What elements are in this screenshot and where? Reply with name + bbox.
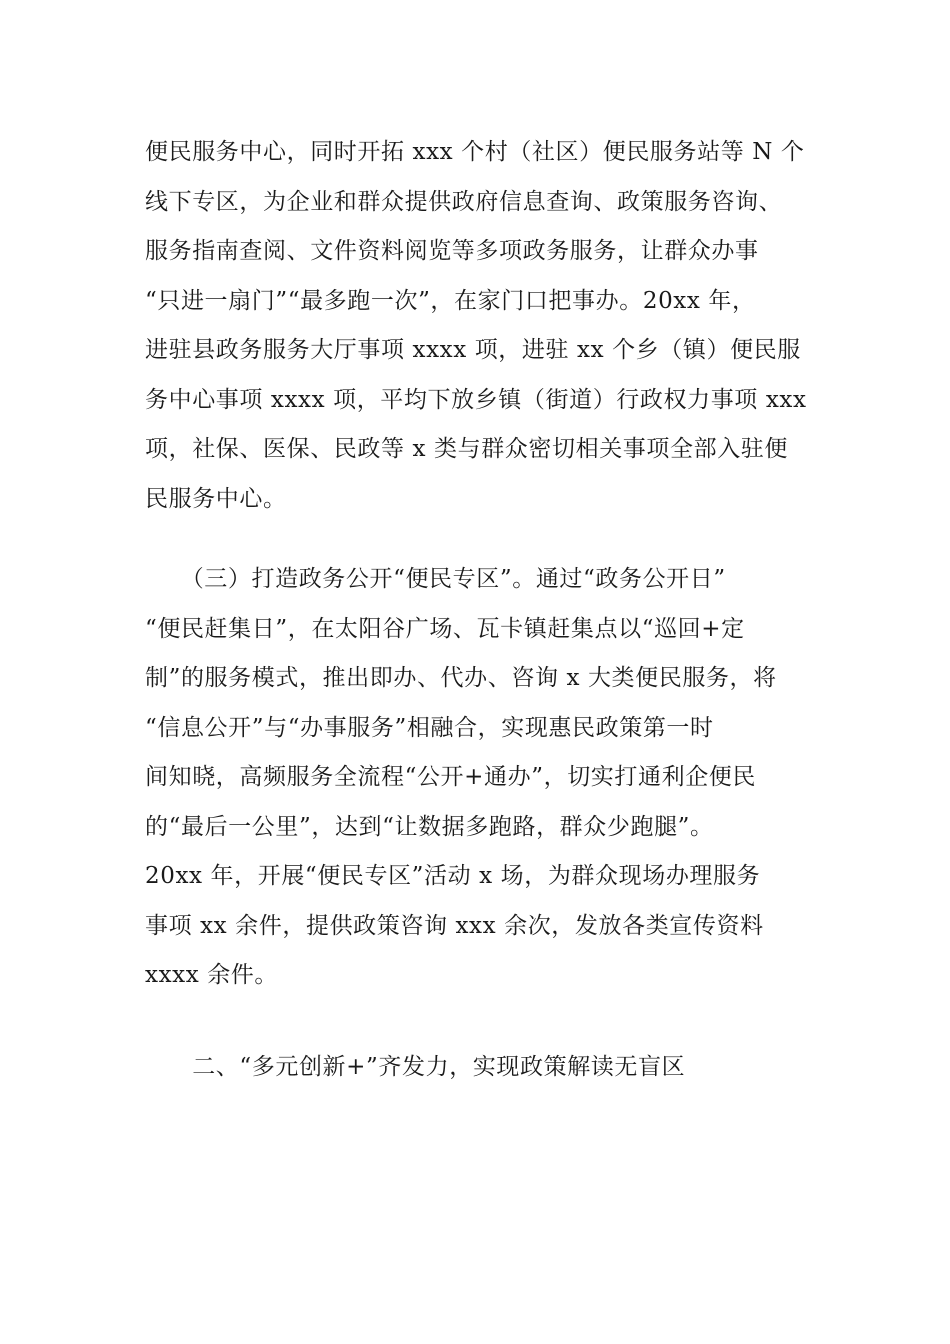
paragraph-line: 事项 xx 余件，提供政策咨询 xxx 余次，发放各类宣传资料 bbox=[145, 912, 764, 939]
paragraph-line: “只进一扇门”“最多跑一次”，在家门口把事办。20xx 年， bbox=[145, 287, 756, 314]
paragraph-line: 20xx 年，开展“便民专区”活动 x 场，为群众现场办理服务 bbox=[145, 863, 761, 889]
paragraph-service-centers bbox=[145, 128, 810, 524]
paragraph-line: 项，社保、医保、民政等 x 类与群众密切相关事项全部入驻便 bbox=[145, 436, 788, 462]
paragraph-line: xxxx 余件。 bbox=[145, 962, 278, 988]
paragraph-line: 线下专区，为企业和群众提供政府信息查询、政策服务咨询、 bbox=[145, 188, 783, 215]
paragraph-line: 进驻县政务服务大厅事项 xxxx 项，进驻 xx 个乡（镇）便民服 bbox=[145, 337, 801, 363]
paragraph-line: 民服务中心。 bbox=[145, 485, 287, 512]
paragraph-line: 务中心事项 xxxx 项，平均下放乡镇（街道）行政权力事项 xxx bbox=[145, 386, 807, 413]
paragraph-line: 服务指南查阅、文件资料阅览等多项政务服务，让群众办事 bbox=[145, 238, 759, 264]
paragraph-convenience-zone bbox=[145, 555, 810, 1001]
paragraph-line: 制”的服务模式，推出即办、代办、咨询 x 大类便民服务，将 bbox=[145, 665, 777, 691]
paragraph-line: 的“最后一公里”，达到“让数据多跑路，群众少跑腿”。 bbox=[145, 813, 714, 840]
paragraph-line: （三）打造政务公开“便民专区”。通过“政务公开日” bbox=[145, 566, 726, 592]
paragraph-line: “便民赶集日”，在太阳谷广场、瓦卡镇赶集点以“巡回+定 bbox=[145, 615, 745, 642]
heading-text: 二、“多元创新+”齐发力，实现政策解读无盲区 bbox=[145, 1054, 686, 1080]
paragraph-line: 间知晓，高频服务全流程“公开+通办”，切实打通利企便民 bbox=[145, 764, 756, 790]
section-heading bbox=[145, 1043, 810, 1093]
paragraph-line: “信息公开”与“办事服务”相融合，实现惠民政策第一时 bbox=[145, 714, 714, 741]
paragraph-line: 便民服务中心，同时开拓 xxx 个村（社区）便民服务站等 N 个 bbox=[145, 139, 805, 165]
